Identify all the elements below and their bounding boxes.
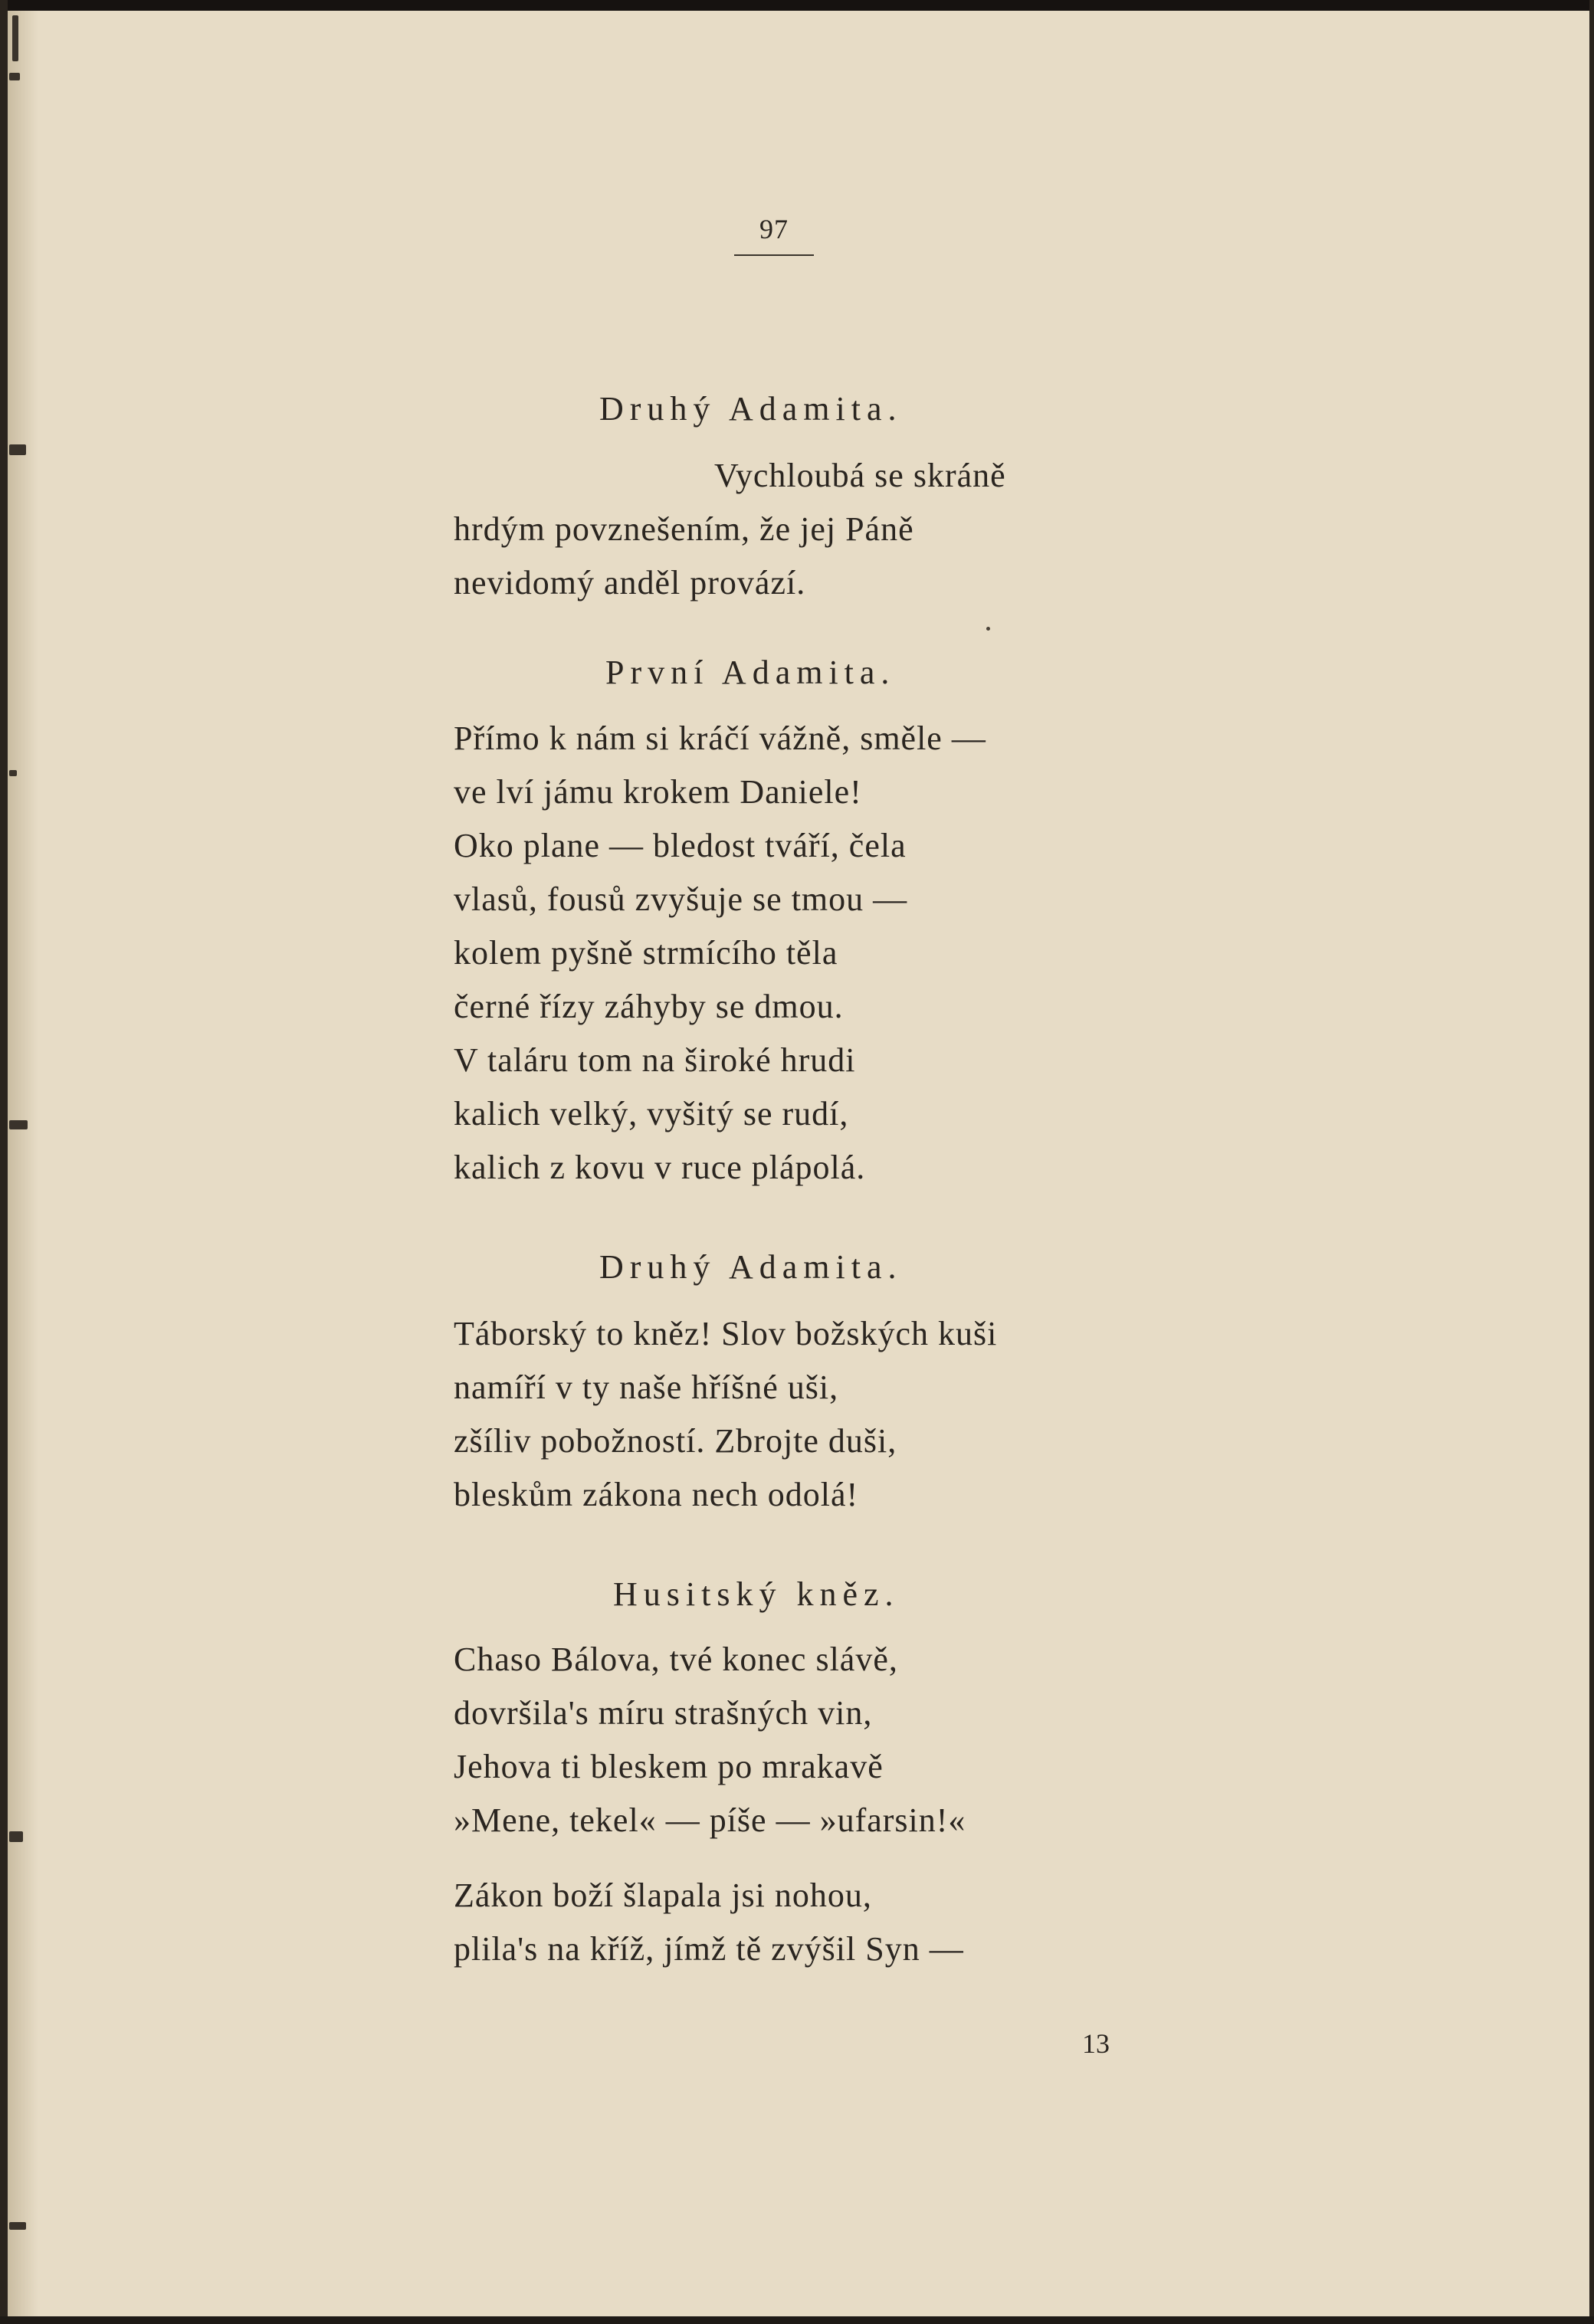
verse-line: Oko plane — bledost tváří, čela: [454, 827, 907, 864]
verse-line: plila's na kříž, jímž tě zvýšil Syn —: [454, 1930, 964, 1968]
verse-line: černé řízy záhyby se dmou.: [454, 988, 844, 1025]
verse-line: bleskům zákona nech odolá!: [454, 1476, 859, 1513]
speaker-heading: Husitský kněz.: [613, 1575, 900, 1613]
verse-line: namíří v ty naše hříšné uši,: [454, 1369, 839, 1406]
verse-line: hrdým povznešením, že jej Páně: [454, 510, 914, 548]
binding-mark: [9, 444, 26, 455]
ink-speck: [986, 627, 990, 631]
verse-line: Zákon boží šlapala jsi nohou,: [454, 1877, 872, 1914]
scan-edge-top: [0, 0, 1594, 11]
speaker-heading: Druhý Adamita.: [599, 390, 903, 428]
verse-line: »Mene, tekel« — píše — »ufarsin!«: [454, 1801, 966, 1839]
binding-gutter: [8, 11, 38, 2316]
verse-line: kalich z kovu v ruce plápolá.: [454, 1149, 866, 1186]
verse-line: ve lví jámu krokem Daniele!: [454, 773, 862, 811]
binding-mark: [9, 2222, 26, 2230]
verse-line: Přímo k nám si kráčí vážně, směle —: [454, 719, 986, 757]
binding-mark: [9, 73, 20, 80]
binding-mark: [9, 1831, 23, 1842]
binding-mark: [12, 15, 18, 61]
verse-line: dovršila's míru strašných vin,: [454, 1694, 873, 1732]
speaker-heading: První Adamita.: [605, 654, 896, 691]
verse-line: nevidomý anděl provází.: [454, 564, 806, 601]
page-number: 97: [759, 214, 789, 244]
verse-line: Vychloubá se skráně: [714, 457, 1006, 494]
signature-mark: 13: [1082, 2028, 1110, 2059]
speaker-heading: Druhý Adamita.: [599, 1248, 903, 1286]
verse-line: zšíliv pobožností. Zbrojte duši,: [454, 1422, 897, 1460]
page-number-rule: [734, 254, 814, 256]
verse-line: Jehova ti bleskem po mrakavě: [454, 1748, 884, 1785]
verse-line: vlasů, fousů zvyšuje se tmou —: [454, 880, 908, 918]
scan-edge-right: [1589, 0, 1594, 2324]
verse-line: Chaso Bálova, tvé konec slávě,: [454, 1641, 898, 1678]
scan-edge-bottom: [0, 2316, 1594, 2324]
verse-line: V taláru tom na široké hrudi: [454, 1041, 856, 1079]
binding-mark: [9, 770, 17, 776]
verse-line: kalich velký, vyšitý se rudí,: [454, 1095, 849, 1132]
verse-line: kolem pyšně strmícího těla: [454, 934, 838, 972]
verse-line: Táborský to kněz! Slov božských kuši: [454, 1315, 998, 1352]
binding-mark: [9, 1120, 28, 1129]
scan-edge-left: [0, 0, 8, 2324]
